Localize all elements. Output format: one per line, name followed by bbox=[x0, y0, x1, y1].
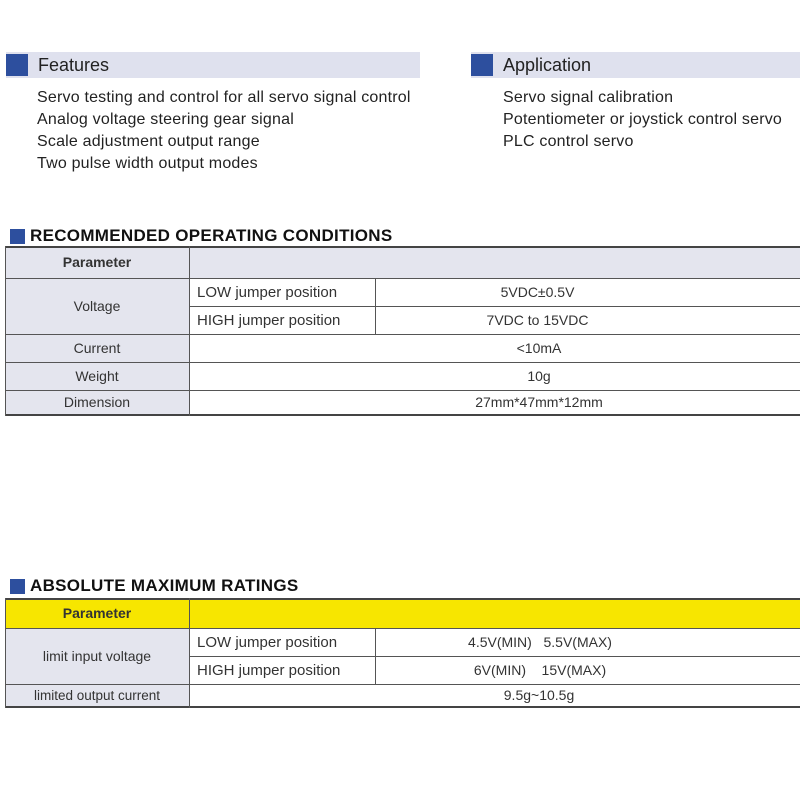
features-square-icon bbox=[6, 54, 28, 76]
limited-output-current-label: limited output current bbox=[33, 687, 161, 703]
table-divider bbox=[189, 598, 190, 708]
voltage-label: Voltage bbox=[73, 298, 121, 314]
absolute-square-icon bbox=[10, 579, 25, 594]
table-border-top bbox=[5, 246, 800, 248]
application-header bbox=[471, 52, 800, 78]
table-divider bbox=[375, 278, 376, 334]
table-rule bbox=[5, 334, 800, 335]
parameter-header: Parameter bbox=[62, 605, 132, 621]
table-border-bottom bbox=[5, 706, 800, 708]
table-border-left bbox=[5, 246, 6, 416]
features-item: Two pulse width output modes bbox=[37, 155, 258, 172]
features-item: Analog voltage steering gear signal bbox=[37, 111, 294, 128]
absolute-title: ABSOLUTE MAXIMUM RATINGS bbox=[30, 576, 299, 595]
current-value: <10mA bbox=[516, 340, 562, 356]
application-item: Servo signal calibration bbox=[503, 89, 674, 106]
features-list bbox=[37, 87, 411, 175]
recommended-square-icon bbox=[10, 229, 25, 244]
recommended-table bbox=[5, 246, 800, 418]
limited-output-current-value: 9.5g~10.5g bbox=[503, 687, 575, 703]
table-rule bbox=[5, 278, 800, 279]
low-jumper-value: 4.5V(MIN) 5.5V(MAX) bbox=[468, 634, 612, 650]
absolute-table bbox=[5, 598, 800, 710]
table-rule bbox=[189, 656, 800, 657]
low-jumper-value: 5VDC±0.5V bbox=[500, 284, 575, 300]
table-rule bbox=[189, 306, 800, 307]
weight-value: 10g bbox=[527, 368, 551, 384]
application-item: Potentiometer or joystick control servo bbox=[503, 111, 783, 128]
features-item: Scale adjustment output range bbox=[37, 133, 260, 150]
high-jumper-label: HIGH jumper position bbox=[197, 311, 341, 329]
application-list bbox=[503, 87, 782, 153]
high-jumper-value: 6V(MIN) 15V(MAX) bbox=[473, 662, 607, 678]
table-divider bbox=[189, 246, 190, 416]
low-jumper-label: LOW jumper position bbox=[197, 283, 338, 301]
low-jumper-label: LOW jumper position bbox=[197, 633, 338, 651]
current-label: Current bbox=[73, 340, 121, 356]
application-title: Application bbox=[503, 55, 592, 75]
features-title: Features bbox=[38, 55, 110, 75]
table-rule bbox=[5, 684, 800, 685]
high-jumper-value: 7VDC to 15VDC bbox=[486, 312, 589, 328]
table-border-top bbox=[5, 598, 800, 600]
limit-input-voltage-label: limit input voltage bbox=[42, 648, 152, 664]
high-jumper-label: HIGH jumper position bbox=[197, 661, 341, 679]
features-item: Servo testing and control for all servo signal control bbox=[37, 89, 411, 106]
table-border-bottom bbox=[5, 414, 800, 416]
table-border-left bbox=[5, 598, 6, 708]
recommended-title: RECOMMENDED OPERATING CONDITIONS bbox=[30, 226, 393, 245]
features-header bbox=[6, 52, 420, 78]
application-square-icon bbox=[471, 54, 493, 76]
weight-label: Weight bbox=[75, 368, 119, 384]
table-rule bbox=[5, 390, 800, 391]
application-item: PLC control servo bbox=[503, 133, 634, 150]
table-divider bbox=[375, 628, 376, 684]
dimension-label: Dimension bbox=[63, 394, 131, 410]
table-rule bbox=[5, 628, 800, 629]
parameter-header: Parameter bbox=[62, 254, 132, 270]
table-rule bbox=[5, 362, 800, 363]
dimension-value: 27mm*47mm*12mm bbox=[475, 394, 603, 410]
